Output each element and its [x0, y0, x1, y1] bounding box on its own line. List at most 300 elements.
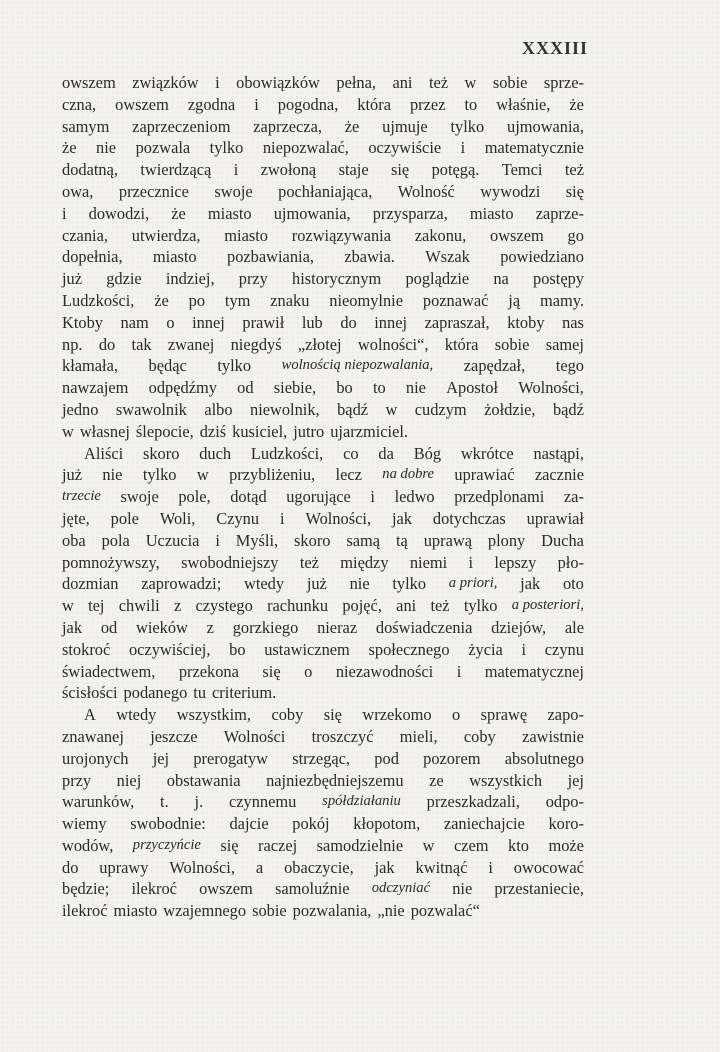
word: nie — [452, 879, 473, 899]
word: zaprzecza, — [253, 116, 322, 136]
word: też — [564, 160, 584, 180]
word: przy — [238, 269, 268, 289]
text-line — [62, 661, 584, 683]
text-line — [62, 181, 584, 203]
word: bądź — [337, 399, 369, 419]
text-line — [62, 770, 584, 792]
word: bądź — [552, 399, 584, 419]
word: dotychczas — [432, 508, 506, 528]
text-line — [62, 246, 584, 268]
word: bo — [229, 639, 246, 659]
word: i — [215, 73, 220, 92]
word: swobodniejszy — [181, 552, 279, 572]
word: rozwiązywania — [291, 225, 391, 245]
word: Ktoby — [62, 312, 103, 332]
word: że — [62, 138, 77, 158]
word: zapędzał, — [463, 356, 526, 376]
word: ilekroć — [131, 879, 177, 899]
word: i — [62, 203, 67, 223]
word: jak — [520, 574, 541, 594]
text-line — [62, 748, 584, 770]
word: i — [521, 639, 527, 659]
word: przyczyńcie — [132, 836, 201, 853]
word: oczywiście — [368, 138, 442, 158]
word: „nie — [377, 901, 405, 921]
word: plony — [487, 530, 526, 550]
word: nawzajem — [62, 378, 129, 398]
word: Czynu — [216, 508, 260, 528]
word: owszem — [199, 879, 253, 899]
word: która — [357, 94, 391, 114]
word: żołdzie, — [484, 399, 536, 419]
word: Ducha — [541, 530, 584, 550]
word: cudzym — [414, 399, 467, 419]
word: czna, — [62, 94, 97, 114]
word: z — [206, 617, 214, 637]
word: Ludzkości, — [62, 290, 135, 310]
text-line — [62, 682, 584, 704]
word: dotąd — [230, 487, 267, 507]
word: do — [340, 312, 357, 332]
word: ugorujące — [286, 487, 351, 507]
word: uprawiać — [454, 465, 515, 485]
word: najniezbędniejszemu — [266, 770, 404, 790]
word: nieraz — [317, 617, 358, 637]
word: jej — [152, 748, 170, 768]
word: jedno — [62, 399, 99, 419]
word: o — [166, 312, 175, 332]
word: owocować — [513, 857, 584, 877]
word: o — [304, 661, 313, 681]
word: albo — [204, 399, 233, 419]
word: będzie; — [62, 879, 110, 899]
word: kłopotom, — [353, 814, 421, 834]
word: o — [452, 705, 461, 725]
word: wrzekomo — [362, 705, 432, 725]
text-line — [62, 530, 584, 552]
word: oba — [62, 530, 86, 550]
word: obowiązków — [236, 73, 320, 92]
word: do — [98, 334, 116, 354]
word: czystego — [195, 596, 253, 616]
text-line — [62, 443, 584, 465]
text-line — [62, 508, 584, 530]
word: jeszcze — [150, 726, 198, 746]
word: jej — [567, 770, 584, 790]
word: też — [430, 596, 450, 616]
word: pod — [374, 748, 399, 768]
word: owszem — [62, 73, 116, 92]
word: samą — [346, 530, 381, 550]
text-line — [62, 573, 584, 595]
word: ujmowania, — [273, 203, 351, 223]
word: indziej, — [165, 269, 215, 289]
word: potęgą. — [431, 160, 480, 180]
text-line — [62, 377, 584, 399]
word: wywodzi — [480, 181, 541, 201]
word: ale — [564, 617, 584, 637]
word: kusiciel, — [232, 421, 288, 441]
word: która — [444, 334, 479, 354]
word: miasto — [469, 203, 514, 223]
word: do — [62, 857, 79, 877]
word: na — [493, 269, 509, 289]
word: wtedy — [244, 574, 285, 594]
word: pole — [110, 508, 139, 528]
word: sobie — [252, 901, 287, 921]
word: go — [567, 225, 584, 245]
word: to — [464, 94, 478, 114]
word: lub — [301, 312, 323, 332]
word: uprawą — [423, 530, 472, 550]
word: zgodna — [187, 94, 236, 114]
word: po — [188, 290, 206, 310]
word: już — [306, 574, 327, 594]
word: powiedziano — [500, 247, 584, 267]
word: swawolnik — [115, 399, 187, 419]
word: i — [488, 857, 493, 877]
word: i — [254, 94, 259, 114]
word: wiemy — [62, 814, 107, 834]
word: Aliści — [84, 443, 124, 463]
word: swobodnie: — [130, 814, 206, 834]
word: swoje — [214, 181, 253, 201]
word: przekona — [178, 661, 239, 681]
word: odpędźmy — [148, 378, 217, 398]
text-line — [62, 552, 584, 574]
word: też — [299, 552, 319, 572]
word: zaniechajcie — [443, 814, 525, 834]
word: matematycznie — [484, 138, 584, 158]
word: tego — [555, 356, 584, 376]
word: ani — [392, 73, 413, 92]
word: a priori, — [448, 575, 498, 592]
word: oczywiściej, — [128, 639, 211, 659]
word: troszczyć — [311, 726, 374, 746]
word: kwitnąć — [415, 857, 468, 877]
word: jęte, — [62, 508, 90, 528]
text-line — [62, 857, 584, 879]
word: czem — [453, 835, 489, 855]
word: absolutnego — [504, 748, 584, 768]
word: się — [565, 181, 584, 201]
word: owa, — [62, 181, 94, 201]
word: prerogatyw — [193, 748, 268, 768]
word: pozwalać“ — [410, 901, 480, 921]
word: wieków — [135, 617, 188, 637]
word: między — [340, 552, 389, 572]
word: dozmian — [62, 574, 119, 594]
word: samodzielnie — [316, 835, 404, 855]
word: przy — [62, 770, 92, 790]
word: rachunku — [267, 596, 329, 616]
word: zwołoną — [260, 160, 317, 180]
word: Apostoł — [446, 378, 499, 398]
word: A — [84, 705, 96, 725]
word: twierdzącą — [140, 160, 212, 180]
word: wolnością niepozwalania, — [281, 357, 434, 374]
word: się — [220, 835, 239, 855]
word: w — [464, 73, 477, 92]
word: zapraszał, — [424, 312, 490, 332]
word: dziś — [199, 421, 227, 441]
word: lecz — [335, 465, 362, 485]
word: właśnie, — [496, 94, 551, 114]
word: ujarzmiciel. — [330, 421, 409, 441]
word: duch — [199, 443, 232, 463]
word: samej — [545, 334, 584, 354]
word: znawanej — [62, 726, 124, 746]
word: a posteriori, — [511, 597, 584, 614]
word: że — [154, 290, 169, 310]
word: pole, — [178, 487, 211, 507]
word: mamy. — [539, 290, 584, 310]
word: trzecie — [62, 488, 101, 505]
word: podanego — [123, 683, 188, 703]
word: tą — [395, 530, 408, 550]
paragraph — [62, 443, 584, 705]
word: urojonych — [62, 748, 129, 768]
word: jak — [62, 617, 83, 637]
word: strzegąc, — [292, 748, 351, 768]
paragraph — [62, 704, 584, 922]
word: przedplonami — [454, 487, 545, 507]
word: tak — [131, 334, 152, 354]
word: już — [62, 465, 83, 485]
word: w — [385, 399, 398, 419]
word: czynu — [544, 639, 584, 659]
word: t. — [160, 792, 169, 812]
word: zwanej — [167, 334, 215, 354]
word: ktoby — [507, 312, 545, 332]
word: zaprowadzi; — [141, 574, 222, 594]
word: dopełnia, — [62, 247, 123, 267]
word: j. — [194, 792, 204, 812]
word: zbawia. — [344, 247, 395, 267]
word: pozbawiania, — [227, 247, 314, 267]
word: Wolność — [397, 181, 455, 201]
word: tylko — [142, 465, 177, 485]
word: warunków, — [62, 792, 135, 812]
word: samym — [62, 116, 110, 136]
word: związków — [132, 73, 199, 92]
word: niezawodności — [335, 661, 434, 681]
word: to — [372, 378, 386, 398]
word: wszystkich — [469, 770, 543, 790]
word: się — [390, 160, 410, 180]
word: jutro — [293, 421, 325, 441]
body-text — [62, 72, 584, 922]
word: dowodzi, — [88, 203, 150, 223]
word: ustawicznem — [264, 639, 350, 659]
text-line — [62, 203, 584, 225]
word: przybliżeniu, — [229, 465, 316, 485]
word: zakonu, — [414, 225, 467, 245]
word: w — [62, 596, 74, 616]
word: historycznym — [292, 269, 382, 289]
word: doświadczenia — [375, 617, 473, 637]
word: będąc — [148, 356, 187, 376]
word: ją — [508, 290, 521, 310]
text-line — [62, 355, 584, 377]
word: poznawać — [422, 290, 489, 310]
word: innej — [192, 312, 225, 332]
word: zapo- — [547, 705, 584, 725]
word: przysparza, — [372, 203, 448, 223]
word: kto — [508, 835, 529, 855]
word: już — [62, 269, 83, 289]
word: wszystkim, — [176, 705, 251, 725]
word: wkrótce — [460, 443, 514, 463]
text-line — [62, 290, 584, 312]
word: oto — [562, 574, 584, 594]
word: wodów, — [62, 835, 114, 855]
text-line — [62, 421, 584, 443]
word: poglądzie — [405, 269, 470, 289]
word: dodatną, — [62, 160, 118, 180]
word: sprze- — [543, 73, 584, 92]
word: nieomylnie — [329, 290, 404, 310]
word: nie — [349, 574, 370, 594]
text-line — [62, 159, 584, 181]
word: wolności“, — [357, 334, 429, 354]
word: i — [233, 160, 239, 180]
word: czania, — [62, 225, 108, 245]
text-line — [62, 399, 584, 421]
text-line — [62, 704, 584, 726]
word: jak — [374, 857, 395, 877]
word: siebie, — [273, 378, 317, 398]
word: nie — [96, 138, 117, 158]
word: chwili — [118, 596, 160, 616]
word: Uczucia — [145, 530, 200, 550]
word: niewolnik, — [250, 399, 320, 419]
word: że — [171, 203, 186, 223]
word: pło- — [557, 552, 584, 572]
word: co — [343, 443, 359, 463]
word: tej — [88, 596, 105, 616]
word: utwierdza, — [131, 225, 201, 245]
word: da — [378, 443, 394, 463]
word: życia — [468, 639, 503, 659]
word: tylko — [450, 116, 485, 136]
word: tylko — [217, 356, 252, 376]
word: na dobre — [382, 466, 435, 483]
word: odczyniać — [371, 880, 431, 897]
word: tylko — [392, 574, 427, 594]
word: sobie — [494, 334, 530, 354]
word: pola — [101, 530, 130, 550]
text-line — [62, 116, 584, 138]
word: miasto — [224, 225, 268, 245]
word: innej — [374, 312, 408, 332]
word: w — [422, 835, 435, 855]
word: owszem — [115, 94, 169, 114]
word: nastąpi, — [533, 443, 584, 463]
word: się — [323, 705, 342, 725]
word: miasto — [152, 247, 197, 267]
word: społecznego — [368, 639, 450, 659]
text-line — [62, 726, 584, 748]
word: tym — [224, 290, 251, 310]
word: Woli, — [159, 508, 196, 528]
word: owszem — [490, 225, 544, 245]
word: odpo- — [545, 792, 584, 812]
word: stokroć — [62, 639, 111, 659]
word: skoro — [142, 443, 180, 463]
word: bo — [336, 378, 353, 398]
text-line — [62, 486, 584, 508]
word: wzajemnego — [163, 901, 247, 921]
word: wtedy — [116, 705, 157, 725]
word: sprawę — [480, 705, 528, 725]
word: coby — [463, 726, 496, 746]
word: miasto — [207, 203, 252, 223]
word: zacznie — [534, 465, 584, 485]
word: dajcie — [229, 814, 269, 834]
text-line — [62, 617, 584, 639]
text-line — [62, 464, 584, 486]
word: w — [196, 465, 209, 485]
word: pochłaniająca, — [278, 181, 373, 201]
word: zaprzeczeniom — [132, 116, 231, 136]
text-line — [62, 900, 584, 922]
word: Wolności, — [169, 857, 235, 877]
word: miasto — [113, 901, 158, 921]
word: lepszy — [494, 552, 537, 572]
word: ujmuje — [382, 116, 428, 136]
text-line — [62, 268, 584, 290]
text-line — [62, 312, 584, 334]
word: kłamała, — [62, 356, 118, 376]
word: np. — [62, 334, 83, 354]
word: staje — [338, 160, 369, 180]
word: uprawiał — [526, 508, 584, 528]
word: nie — [405, 378, 426, 398]
text-line — [62, 595, 584, 617]
word: niepozwalać, — [262, 138, 349, 158]
word: Bóg — [413, 443, 442, 463]
word: dziejów, — [491, 617, 547, 637]
word: Myśli, — [235, 530, 279, 550]
word: gdzie — [106, 269, 142, 289]
word: i — [460, 138, 466, 158]
word: i — [279, 508, 285, 528]
word: criterium. — [212, 683, 277, 703]
word: a — [255, 857, 264, 877]
word: i — [456, 661, 462, 681]
word: niegdyś — [230, 334, 282, 354]
text-line — [62, 639, 584, 661]
word: ilekroć — [62, 901, 108, 921]
word: tylko — [463, 596, 498, 616]
word: się — [262, 661, 281, 681]
word: pogodna, — [277, 94, 339, 114]
word: ledwo — [394, 487, 435, 507]
word: i — [370, 487, 375, 507]
text-line — [62, 225, 584, 247]
word: pomnożywszy, — [62, 552, 160, 572]
word: od — [237, 378, 254, 398]
word: pełna, — [336, 73, 376, 92]
word: sobie — [492, 73, 528, 92]
word: może — [548, 835, 584, 855]
word: ujmowania, — [507, 116, 584, 136]
paragraph — [62, 72, 584, 443]
word: tylko — [209, 138, 244, 158]
word: pojęć, — [342, 596, 382, 616]
word: przez — [409, 94, 446, 114]
